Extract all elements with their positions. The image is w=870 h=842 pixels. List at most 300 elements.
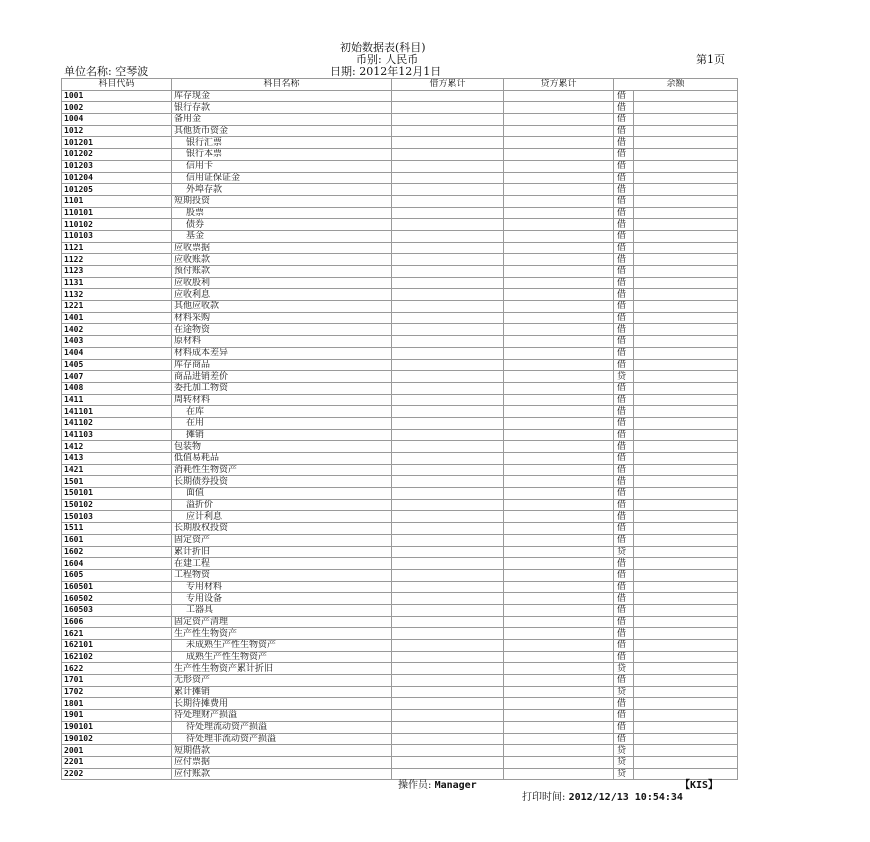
account-code: 150101 [62,488,172,500]
debit-total [392,312,504,324]
account-name: 基金 [172,230,392,242]
account-name: 长期股权投资 [172,523,392,535]
account-code: 101205 [62,184,172,196]
balance-amount [634,371,738,383]
credit-total [504,511,614,523]
col-header-code: 科目代码 [62,79,172,91]
col-header-name: 科目名称 [172,79,392,91]
account-name: 累计折旧 [172,546,392,558]
debit-total [392,464,504,476]
account-code: 1605 [62,569,172,581]
balance-amount [634,125,738,137]
table-row [62,417,738,429]
account-code: 1002 [62,102,172,114]
table-row [62,195,738,207]
credit-total [504,453,614,465]
balance-direction: 借 [614,219,634,231]
account-code: 1403 [62,336,172,348]
credit-total [504,686,614,698]
balance-direction: 借 [614,254,634,266]
balance-direction: 借 [614,523,634,535]
table-row [62,569,738,581]
table-row [62,301,738,313]
balance-amount [634,219,738,231]
balance-direction: 贷 [614,745,634,757]
table-row [62,534,738,546]
credit-total [504,616,614,628]
balance-amount [634,628,738,640]
balance-amount [634,651,738,663]
balance-amount [634,359,738,371]
account-name: 生产性生物资产 [172,628,392,640]
debit-total [392,336,504,348]
credit-total [504,429,614,441]
table-row [62,511,738,523]
balance-amount [634,534,738,546]
balance-direction: 借 [614,604,634,616]
credit-total [504,137,614,149]
table-row [62,254,738,266]
account-code: 1405 [62,359,172,371]
balance-amount [634,195,738,207]
unit-name: 单位名称: 空琴波 [64,65,149,78]
account-name: 工器具 [172,604,392,616]
balance-direction: 贷 [614,546,634,558]
balance-direction: 借 [614,277,634,289]
balance-direction: 借 [614,628,634,640]
account-name: 在库 [172,406,392,418]
account-code: 141103 [62,429,172,441]
account-name: 外埠存款 [172,184,392,196]
table-row [62,277,738,289]
balance-direction: 借 [614,417,634,429]
account-name: 应收股利 [172,277,392,289]
account-code: 2201 [62,756,172,768]
credit-total [504,745,614,757]
table-row [62,102,738,114]
credit-total [504,534,614,546]
account-code: 1411 [62,394,172,406]
balance-direction: 借 [614,394,634,406]
table-row [62,230,738,242]
credit-total [504,324,614,336]
account-code: 2202 [62,768,172,780]
balance-amount [634,114,738,126]
table-row [62,394,738,406]
credit-total [504,628,614,640]
balance-amount [634,394,738,406]
account-name: 成熟生产性生物资产 [172,651,392,663]
balance-direction: 贷 [614,371,634,383]
balance-amount [634,721,738,733]
balance-amount [634,558,738,570]
table-row [62,406,738,418]
table-row [62,184,738,196]
credit-total [504,406,614,418]
balance-direction: 借 [614,464,634,476]
credit-total [504,125,614,137]
account-name: 库存现金 [172,90,392,102]
debit-total [392,488,504,500]
table-row [62,686,738,698]
table-row [62,698,738,710]
credit-total [504,768,614,780]
account-code: 162102 [62,651,172,663]
balance-amount [634,406,738,418]
balance-amount [634,429,738,441]
account-name: 银行汇票 [172,137,392,149]
credit-total [504,756,614,768]
balance-amount [634,546,738,558]
credit-total [504,593,614,605]
balance-amount [634,453,738,465]
credit-total [504,114,614,126]
account-code: 150103 [62,511,172,523]
account-name: 信用卡 [172,160,392,172]
credit-total [504,581,614,593]
balance-direction: 借 [614,558,634,570]
balance-direction: 借 [614,137,634,149]
credit-total [504,558,614,570]
account-code: 190101 [62,721,172,733]
balance-amount [634,640,738,652]
debit-total [392,137,504,149]
credit-total [504,289,614,301]
balance-direction: 借 [614,336,634,348]
account-name: 银行本票 [172,149,392,161]
debit-total [392,499,504,511]
credit-total [504,359,614,371]
account-name: 备用金 [172,114,392,126]
credit-total [504,651,614,663]
balance-direction: 借 [614,441,634,453]
table-row [62,616,738,628]
credit-total [504,301,614,313]
debit-total [392,160,504,172]
account-code: 162101 [62,640,172,652]
debit-total [392,546,504,558]
account-name: 应收利息 [172,289,392,301]
account-name: 应付票据 [172,756,392,768]
balance-direction: 贷 [614,663,634,675]
print-time [522,788,683,803]
debit-total [392,523,504,535]
account-code: 1421 [62,464,172,476]
account-name: 其他货币资金 [172,125,392,137]
debit-total [392,733,504,745]
credit-total [504,488,614,500]
report-title: 初始数据表(科目) [340,41,426,54]
debit-total [392,359,504,371]
account-code: 1511 [62,523,172,535]
balance-direction: 借 [614,429,634,441]
debit-total [392,663,504,675]
account-name: 信用证保证金 [172,172,392,184]
table-row [62,347,738,359]
credit-total [504,569,614,581]
table-row [62,172,738,184]
account-name: 股票 [172,207,392,219]
account-code: 1413 [62,453,172,465]
balance-direction: 借 [614,184,634,196]
balance-direction: 借 [614,324,634,336]
table-row [62,336,738,348]
balance-amount [634,277,738,289]
currency-label: 币别: 人民币 [356,53,419,66]
debit-total [392,277,504,289]
account-name: 固定资产 [172,534,392,546]
operator-label: 操作员: [398,780,432,791]
balance-direction: 借 [614,593,634,605]
debit-total [392,184,504,196]
account-code: 110102 [62,219,172,231]
table-row [62,382,738,394]
credit-total [504,371,614,383]
table-row [62,710,738,722]
table-row [62,663,738,675]
credit-total [504,266,614,278]
balance-direction: 借 [614,453,634,465]
account-name: 商品进销差价 [172,371,392,383]
account-code: 160502 [62,593,172,605]
balance-direction: 借 [614,651,634,663]
operator-info [398,776,477,791]
account-name: 消耗性生物资产 [172,464,392,476]
debit-total [392,534,504,546]
account-name: 应计利息 [172,511,392,523]
table-row [62,137,738,149]
debit-total [392,476,504,488]
table-row [62,207,738,219]
balance-direction: 借 [614,534,634,546]
balance-direction: 借 [614,382,634,394]
account-name: 应付账款 [172,768,392,780]
balance-direction: 借 [614,511,634,523]
balance-direction: 借 [614,312,634,324]
balance-amount [634,745,738,757]
account-name: 原材料 [172,336,392,348]
balance-direction: 借 [614,616,634,628]
debit-total [392,640,504,652]
balance-direction: 借 [614,266,634,278]
balance-direction: 借 [614,230,634,242]
balance-amount [634,336,738,348]
debit-total [392,511,504,523]
table-row [62,476,738,488]
debit-total [392,125,504,137]
account-code: 1401 [62,312,172,324]
account-name: 累计摊销 [172,686,392,698]
credit-total [504,441,614,453]
table-row [62,125,738,137]
balance-direction: 借 [614,488,634,500]
account-code: 1412 [62,441,172,453]
table-row [62,558,738,570]
debit-total [392,651,504,663]
account-name: 长期待摊费用 [172,698,392,710]
account-code: 160503 [62,604,172,616]
table-row [62,523,738,535]
table-row [62,289,738,301]
account-code: 1407 [62,371,172,383]
account-code: 1004 [62,114,172,126]
account-code: 1602 [62,546,172,558]
balance-amount [634,289,738,301]
credit-total [504,160,614,172]
account-name: 待处理非流动资产损溢 [172,733,392,745]
credit-total [504,476,614,488]
debit-total [392,347,504,359]
print-time-value: 2012/12/13 10:54:34 [568,792,683,803]
account-code: 1123 [62,266,172,278]
account-code: 1601 [62,534,172,546]
credit-total [504,604,614,616]
account-name: 债券 [172,219,392,231]
credit-total [504,640,614,652]
debit-total [392,195,504,207]
account-name: 固定资产清理 [172,616,392,628]
table-row [62,628,738,640]
account-name: 未成熟生产性生物资产 [172,640,392,652]
account-name: 应收账款 [172,254,392,266]
account-name: 材料成本差异 [172,347,392,359]
balance-direction: 贷 [614,686,634,698]
balance-amount [634,230,738,242]
balance-amount [634,476,738,488]
table-row [62,242,738,254]
table-row [62,733,738,745]
debit-total [392,441,504,453]
balance-amount [634,581,738,593]
balance-amount [634,207,738,219]
credit-total [504,675,614,687]
balance-direction: 借 [614,698,634,710]
account-code: 1801 [62,698,172,710]
account-code: 1132 [62,289,172,301]
credit-total [504,184,614,196]
debit-total [392,172,504,184]
debit-total [392,114,504,126]
balance-amount [634,604,738,616]
credit-total [504,195,614,207]
credit-total [504,230,614,242]
balance-amount [634,266,738,278]
table-row [62,371,738,383]
table-row [62,114,738,126]
balance-direction: 借 [614,710,634,722]
table-row [62,675,738,687]
account-code: 1408 [62,382,172,394]
credit-total [504,254,614,266]
credit-total [504,464,614,476]
table-row [62,745,738,757]
balance-direction: 借 [614,581,634,593]
account-code: 101202 [62,149,172,161]
table-body [62,90,738,780]
credit-total [504,698,614,710]
debit-total [392,371,504,383]
account-name: 包装物 [172,441,392,453]
account-code: 101201 [62,137,172,149]
balance-amount [634,675,738,687]
account-name: 待处理流动资产损溢 [172,721,392,733]
debit-total [392,604,504,616]
balance-direction: 借 [614,569,634,581]
table-row [62,324,738,336]
debit-total [392,102,504,114]
account-name: 在建工程 [172,558,392,570]
debit-total [392,301,504,313]
credit-total [504,394,614,406]
credit-total [504,546,614,558]
system-tag: 【KIS】 [680,780,719,791]
balance-amount [634,382,738,394]
balance-amount [634,756,738,768]
debit-total [392,429,504,441]
credit-total [504,242,614,254]
debit-total [392,90,504,102]
debit-total [392,219,504,231]
debit-total [392,756,504,768]
debit-total [392,417,504,429]
table-row [62,464,738,476]
table-row [62,441,738,453]
balance-direction: 借 [614,90,634,102]
balance-amount [634,686,738,698]
balance-amount [634,569,738,581]
account-name: 短期借款 [172,745,392,757]
balance-amount [634,102,738,114]
credit-total [504,382,614,394]
debit-total [392,593,504,605]
table-row [62,499,738,511]
debit-total [392,382,504,394]
balance-direction: 借 [614,160,634,172]
account-name: 溢折价 [172,499,392,511]
account-name: 周转材料 [172,394,392,406]
account-code: 2001 [62,745,172,757]
table-row [62,219,738,231]
account-code: 190102 [62,733,172,745]
balance-direction: 借 [614,125,634,137]
table-row [62,453,738,465]
col-header-credit: 贷方累计 [504,79,614,91]
balance-amount [634,324,738,336]
account-code: 1501 [62,476,172,488]
account-name: 在途物资 [172,324,392,336]
debit-total [392,616,504,628]
credit-total [504,90,614,102]
account-code: 1404 [62,347,172,359]
balance-amount [634,312,738,324]
balance-amount [634,616,738,628]
credit-total [504,417,614,429]
balance-amount [634,488,738,500]
balance-direction: 借 [614,406,634,418]
account-name: 生产性生物资产累计折旧 [172,663,392,675]
balance-direction: 借 [614,172,634,184]
balance-amount [634,242,738,254]
account-code: 150102 [62,499,172,511]
balance-amount [634,710,738,722]
account-name: 银行存款 [172,102,392,114]
account-code: 141102 [62,417,172,429]
balance-amount [634,593,738,605]
account-name: 低值易耗品 [172,453,392,465]
balance-direction: 借 [614,733,634,745]
balance-direction: 借 [614,301,634,313]
account-name: 库存商品 [172,359,392,371]
